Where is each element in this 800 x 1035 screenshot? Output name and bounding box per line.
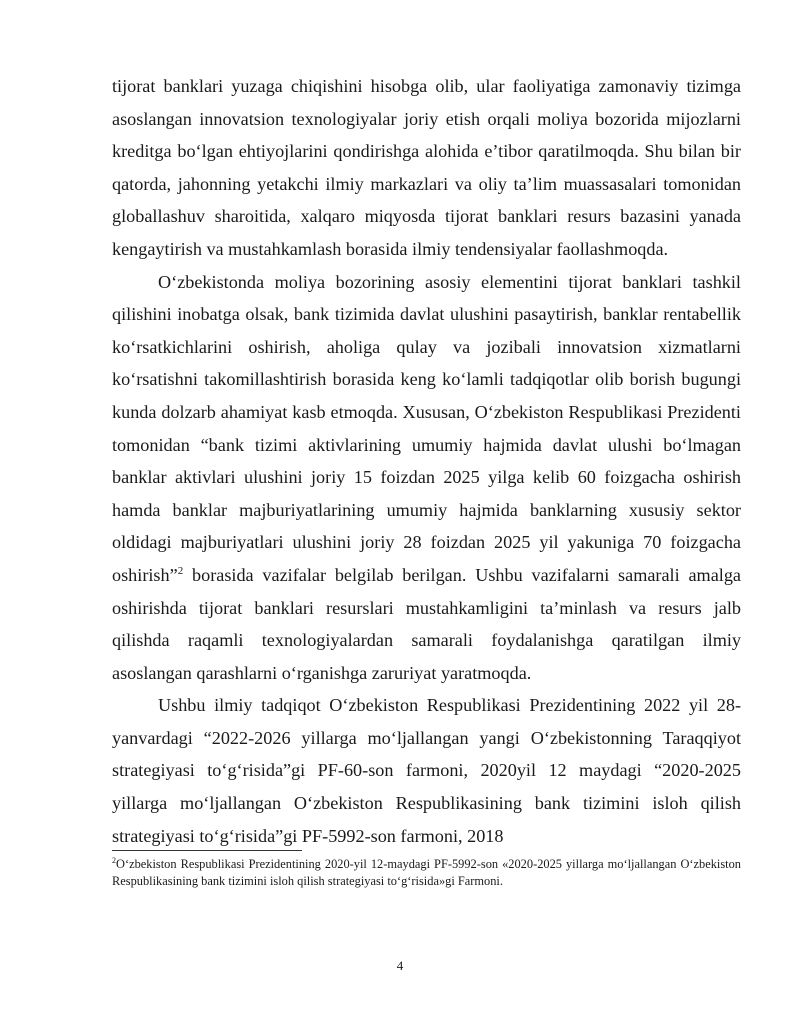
paragraph-3: Ushbu ilmiy tadqiqot O‘zbekiston Respublikasi Prezidentining 2022 yil 28-yanvardagi “2022-2026 yillarga mo‘ljallangan yangi O‘zbekistonning Taraqqiyot strategiyasi to‘g‘risida”gi PF-60-son farmoni, 2020yil 12 maydagi “2020-2025 yillarga mo‘ljallangan O‘zbekiston Respublikasining bank tizimini isloh qilish strategiyasi to‘g‘risida”gi PF-5992-son farmoni, 2018: [112, 695, 741, 846]
footnote-separator: [112, 850, 302, 851]
paragraph-1: tijorat banklari yuzaga chiqishini hisobga olib, ular faoliyatiga zamonaviy tizimga asoslangan innovatsion texnologiyalar joriy etish orqali moliya bozorida mijozlarni kreditga bo‘lgan ehtiyojlarini qondirishga alohida e’tibor qaratilmoqda. Shu bilan bir qatorda, jahonning yetakchi ilmiy markazlari va oliy ta’lim muassasalari tomonidan globallashuv sharoitida, xalqaro miqyosda tijorat banklari resurs bazasini yanada kengaytirish va mustahkamlash borasida ilmiy tendensiyalar faollashmoqda.: [112, 76, 741, 259]
body-text: [112, 70, 741, 852]
footnote-reference[interactable]: 2: [177, 564, 184, 577]
page-number: 4: [396, 958, 404, 973]
footnote: [112, 856, 741, 890]
paragraph-2-text-after: borasida vazifalar belgilab berilgan. Ushbu vazifalarni samarali amalga oshirishda tijorat banklari resurslari mustahkamligini ta’minlash va resurs jalb qilishda raqamli texnologiyalardan samarali foydalanishga qaratilgan ilmiy asoslangan qarashlarni o‘rganishga zaruriyat yaratmoqda.: [112, 564, 741, 683]
footnote-marker: 2: [112, 855, 116, 865]
paragraph-2: [112, 266, 741, 690]
paragraph-2-text-before: O‘zbekistonda moliya bozorining asosiy elementini tijorat banklari tashkil qilishini inobatga olsak, bank tizimida davlat ulushini pasaytirish, banklar rentabellik ko‘rsatkichlarini oshirish, aholiga qulay va jozibali innovatsion xizmatlarni ko‘rsatishni takomillashtirish borasida keng ko‘lamli tadqiqotlar olib borish bugungi kunda dolzarb ahamiyat kasb etmoqda. Xususan, O‘zbekiston Respublikasi Prezidenti tomonidan “bank tizimi aktivlarining umumiy hajmida davlat ulushi bo‘lmagan banklar aktivlari ulushini joriy 15 foizdan 2025 yilga kelib 60 foizgacha oshirish hamda banklar majburiyatlarining umumiy hajmida banklarning xususiy sektor oldidagi majburiyatlari ulushini joriy 28 foizdan 2025 yil yakuniga 70 foizgacha oshirish”: [112, 271, 741, 585]
footnote-text: O‘zbekiston Respublikasi Prezidentining 2020-yil 12-maydagi PF-5992-son «2020-2025 yillarga mo‘ljallangan O‘zbekiston Respublikasining bank tizimini isloh qilish strategiyasi to‘g‘risida»gi Farmoni.: [112, 857, 741, 888]
